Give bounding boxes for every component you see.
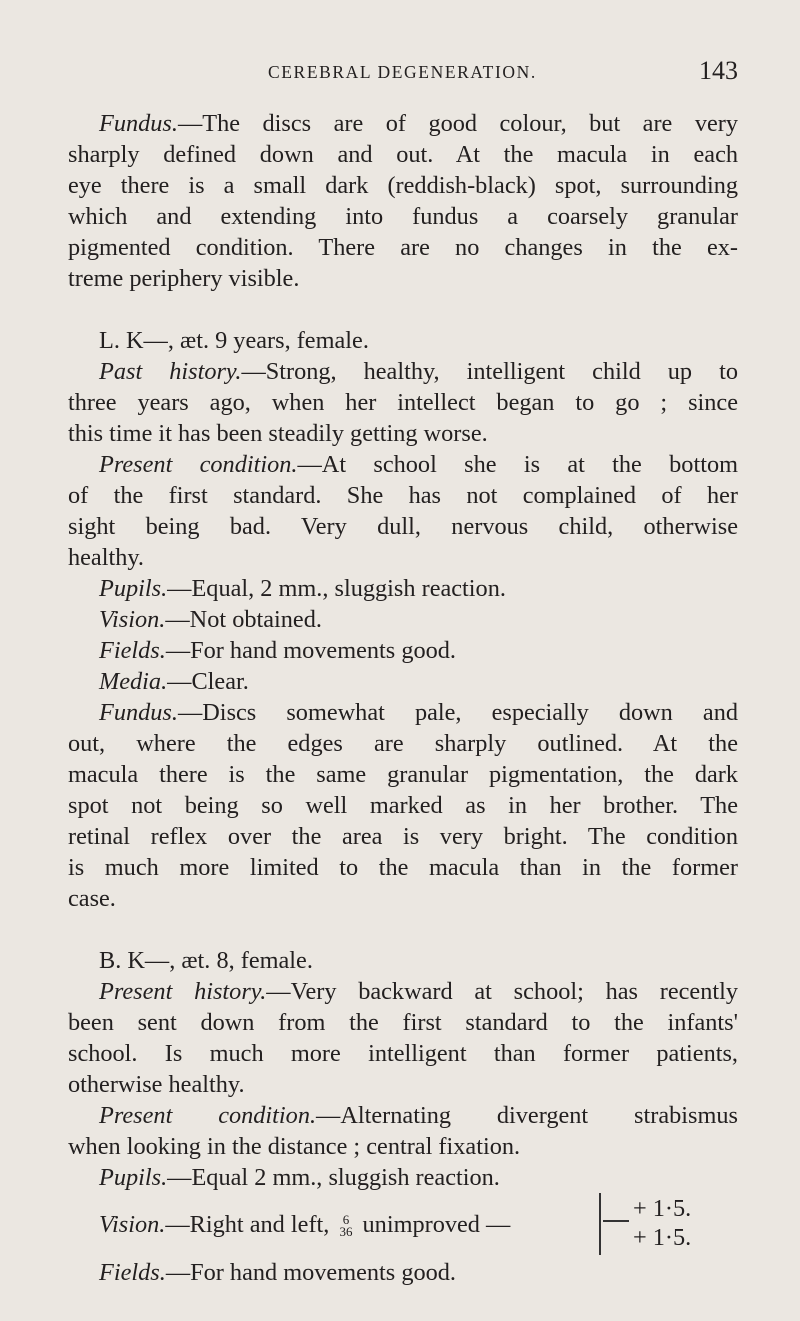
vision-block xyxy=(68,1193,738,1257)
section-label: Fundus. xyxy=(99,699,178,726)
section-label: Vision. xyxy=(99,1211,166,1238)
section-label: Fields. xyxy=(99,637,166,664)
text-line: healthy. xyxy=(68,544,145,571)
text-line xyxy=(68,449,738,480)
text-line: which and extending into fundus a coarsely granular xyxy=(68,203,738,230)
text-line: out, where the edges are sharply outlined. At the xyxy=(68,730,738,757)
text-span: —The discs are of good colour, but are very xyxy=(177,110,738,137)
page-number: 143 xyxy=(699,56,738,85)
section-label: Pupils. xyxy=(99,1164,168,1191)
section-label: Media. xyxy=(99,668,168,695)
text-line xyxy=(68,697,738,728)
running-header xyxy=(0,56,800,90)
vision-fraction xyxy=(339,1214,352,1238)
running-title: CEREBRAL DEGENERATION. xyxy=(268,62,537,82)
section-label: Present history. xyxy=(99,978,267,1005)
text-line: of the first standard. She has not complained of her xyxy=(68,482,738,509)
text-span: —Not obtained. xyxy=(165,606,322,633)
case-title: B. K—, æt. 8, female. xyxy=(99,947,313,974)
text-line: spot not being so well marked as in her brother. The xyxy=(68,792,738,819)
text-line xyxy=(68,1257,738,1288)
section-label: Present condition. xyxy=(99,1102,317,1129)
page-body xyxy=(68,108,738,1288)
text-span: —Clear. xyxy=(167,668,249,695)
vision-correction-top: + 1·5. xyxy=(633,1195,692,1222)
text-line: pigmented condition. There are no changes in the ex- xyxy=(68,234,738,261)
text-span: —At school she is at the bottom xyxy=(297,451,738,478)
text-line: sharply defined down and out. At the macula in each xyxy=(68,141,738,168)
text-span: —Alternating divergent strabismus xyxy=(316,1102,738,1129)
text-span: —Strong, healthy, intelligent child up to xyxy=(241,358,738,385)
text-span: unimproved — xyxy=(362,1211,511,1238)
text-line: been sent down from the first standard to the infants' xyxy=(68,1009,738,1036)
text-line xyxy=(68,356,738,387)
vision-dash xyxy=(603,1220,629,1222)
text-line: when looking in the distance ; central fixation. xyxy=(68,1133,521,1160)
text-line xyxy=(68,1162,738,1193)
text-line xyxy=(68,108,738,139)
text-span: —Right and left, xyxy=(165,1211,330,1238)
text-span: —For hand movements good. xyxy=(165,1259,456,1286)
text-line xyxy=(68,635,738,666)
text-line xyxy=(68,976,738,1007)
text-line xyxy=(68,666,738,697)
text-line: case. xyxy=(68,885,116,912)
vision-bracket xyxy=(599,1193,601,1255)
text-span: —Very backward at school; has recently xyxy=(266,978,738,1005)
text-span: —Discs somewhat pale, especially down and xyxy=(177,699,738,726)
vision-correction-bottom: + 1·5. xyxy=(633,1224,692,1251)
case-title: L. K—, æt. 9 years, female. xyxy=(99,327,369,354)
text-span: —Equal 2 mm., sluggish reaction. xyxy=(167,1164,500,1191)
text-span: —Equal, 2 mm., sluggish reaction. xyxy=(167,575,506,602)
section-label: Present condition. xyxy=(99,451,298,478)
text-line xyxy=(68,1100,738,1131)
text-line: sight being bad. Very dull, nervous child, otherwise xyxy=(68,513,738,540)
text-line: is much more limited to the macula than in the former xyxy=(68,854,738,881)
text-line xyxy=(68,573,738,604)
text-line: otherwise healthy. xyxy=(68,1071,245,1098)
text-line: treme periphery visible. xyxy=(68,265,300,292)
section-label: Vision. xyxy=(99,606,166,633)
section-label: Past history. xyxy=(99,358,242,385)
section-label: Fundus. xyxy=(99,110,178,137)
text-line xyxy=(68,604,738,635)
text-line: macula there is the same granular pigmentation, the dark xyxy=(68,761,738,788)
fraction-denominator: 36 xyxy=(339,1224,353,1240)
text-span: —For hand movements good. xyxy=(165,637,456,664)
section-label: Pupils. xyxy=(99,575,168,602)
fraction-numerator: 6 xyxy=(342,1212,350,1228)
vision-line xyxy=(99,1209,510,1240)
section-label: Fields. xyxy=(99,1259,166,1286)
text-line: eye there is a small dark (reddish-black) spot, surrounding xyxy=(68,172,738,199)
text-line: this time it has been steadily getting worse. xyxy=(68,420,488,447)
text-line: three years ago, when her intellect began to go ; since xyxy=(68,389,738,416)
text-line: school. Is much more intelligent than former patients, xyxy=(68,1040,738,1067)
text-line: retinal reflex over the area is very bright. The condition xyxy=(68,823,738,850)
